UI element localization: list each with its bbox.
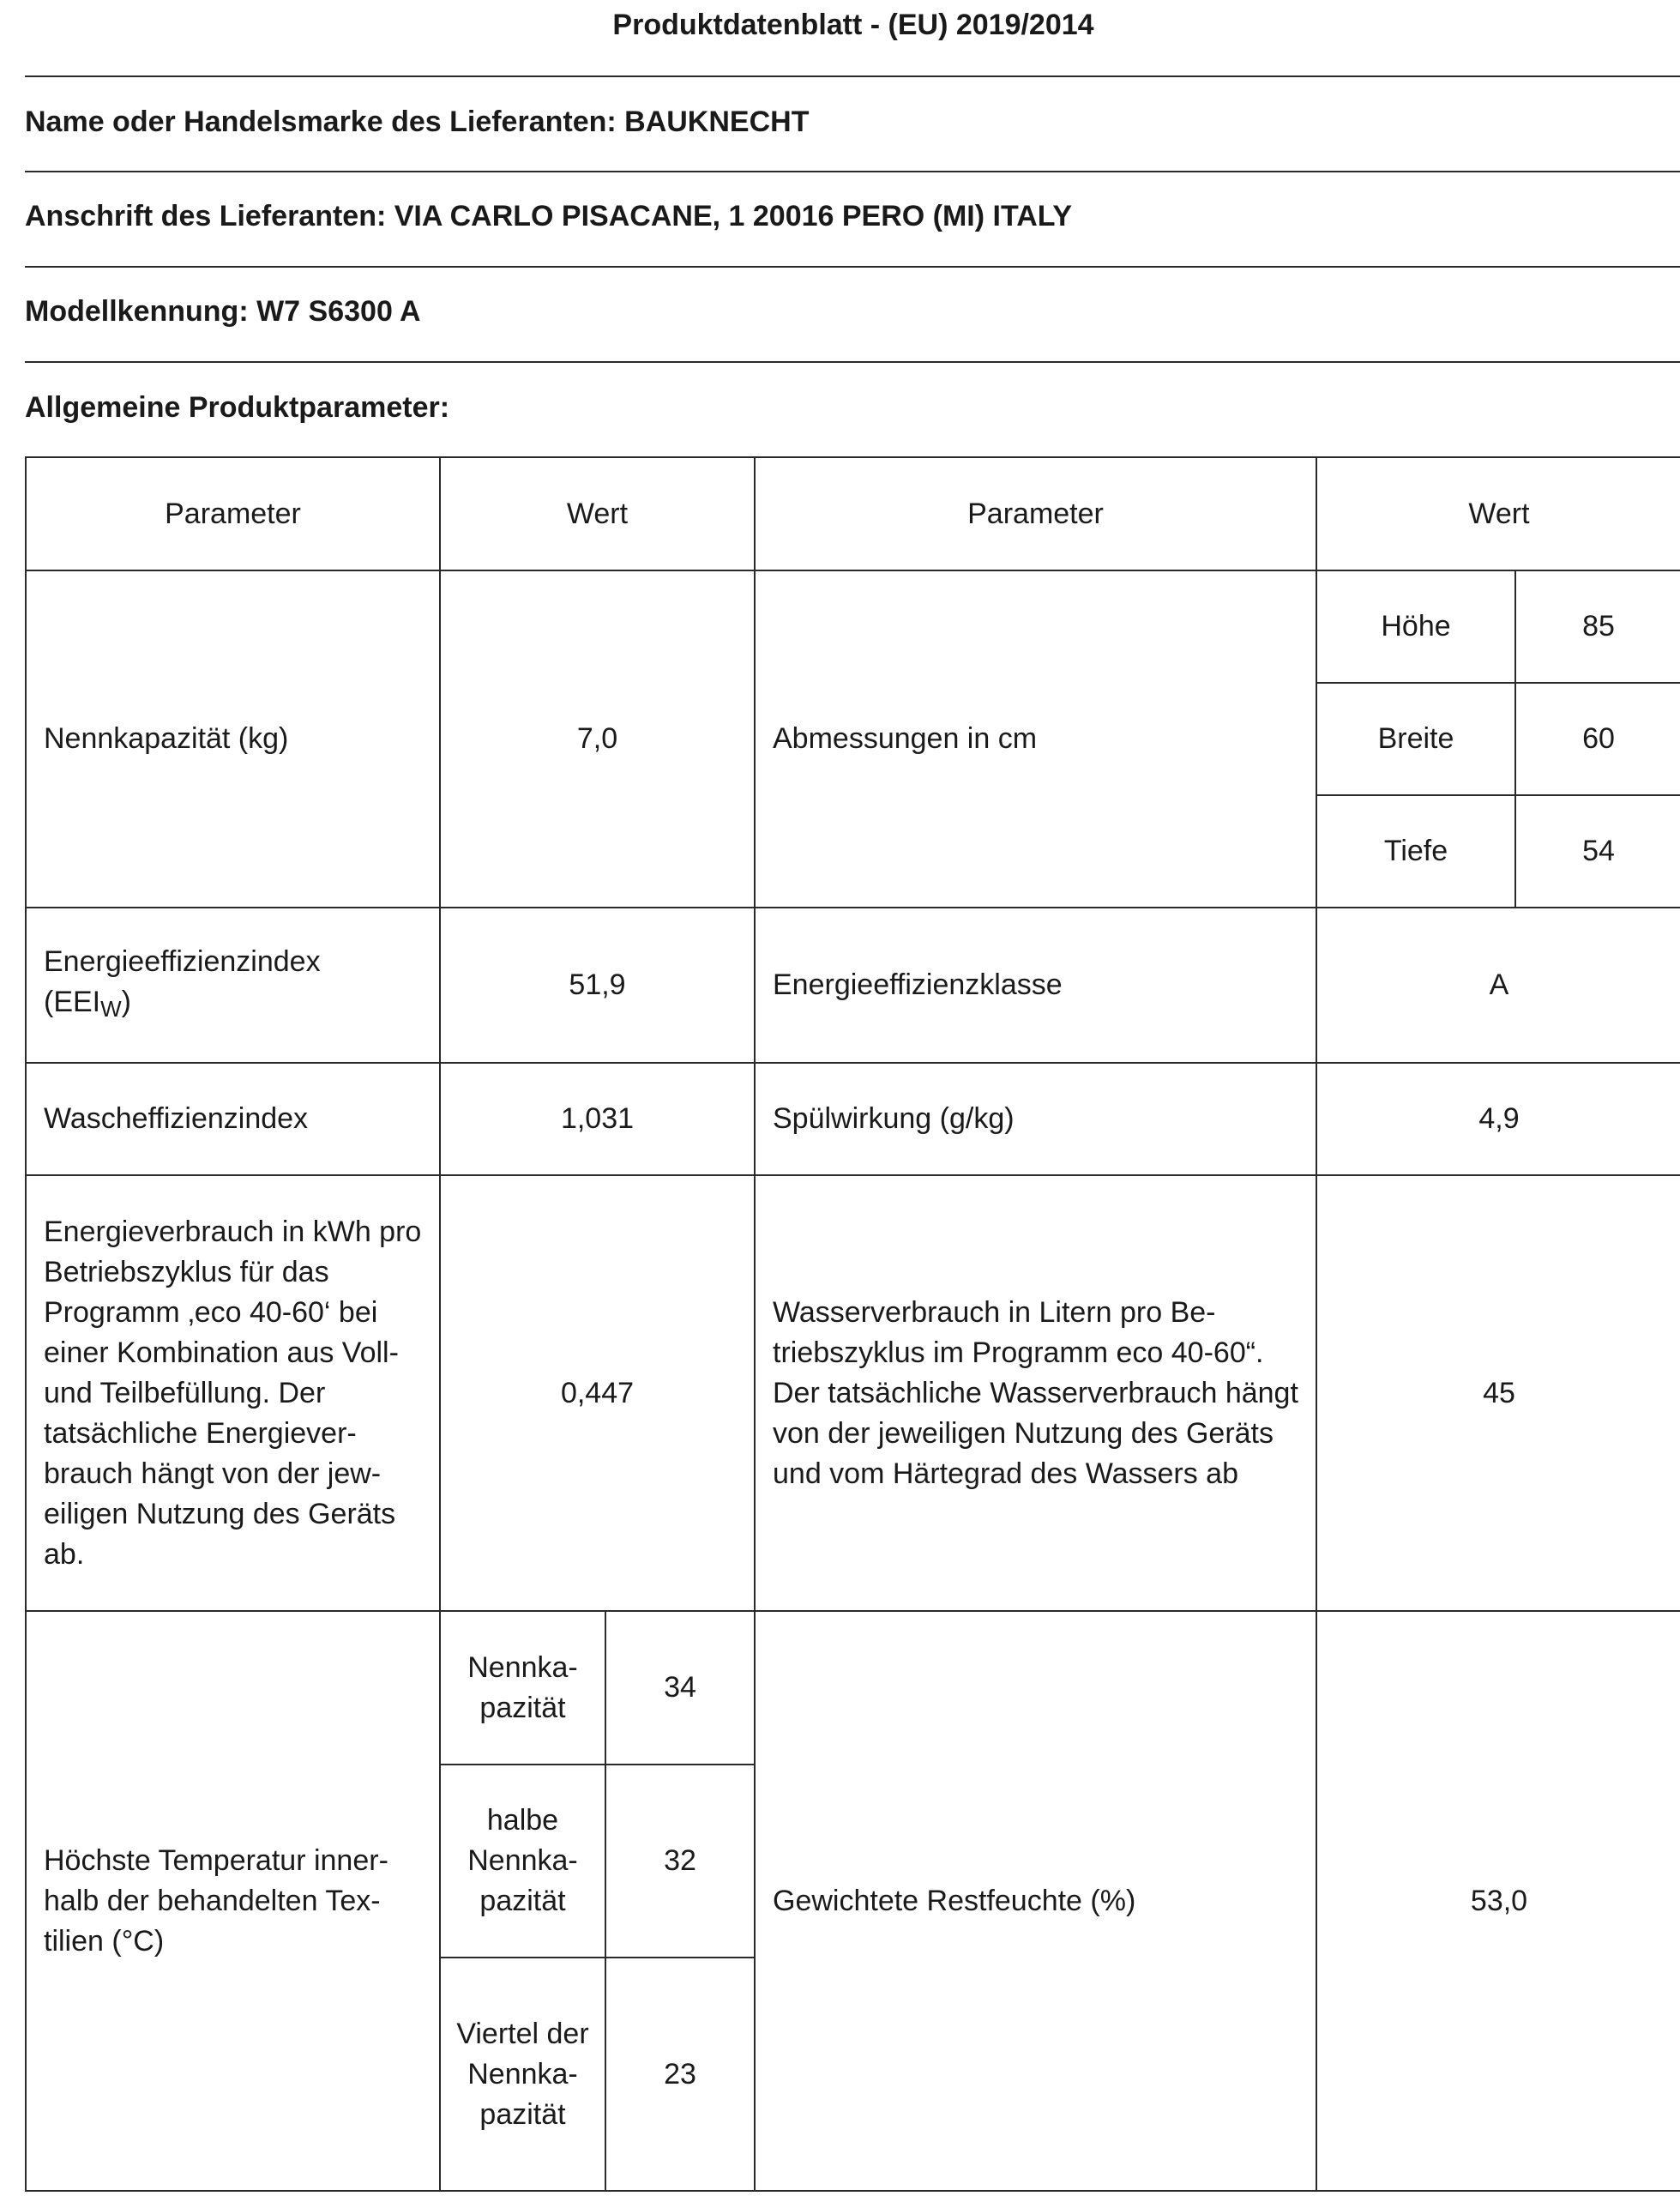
moisture-value: 53,0 <box>1316 1611 1680 2191</box>
height-label: Höhe <box>1316 570 1515 683</box>
capacity-label: Nennkapazität (kg) <box>26 570 440 908</box>
wash-index-label: Wascheffizienzindex <box>26 1063 440 1175</box>
depth-label: Tiefe <box>1316 795 1515 908</box>
header-value: Wert <box>440 457 755 570</box>
energy-class-value: A <box>1316 908 1680 1063</box>
temp-quarter-value: 23 <box>605 1958 755 2191</box>
divider <box>25 266 1680 268</box>
height-value: 85 <box>1515 570 1680 683</box>
supplier-name: Name oder Handelsmarke des Lieferanten: BAUKNECHT <box>25 106 810 138</box>
moisture-label: Gewichtete Restfeuchte (%) <box>755 1611 1316 2191</box>
page-title: Produktdatenblatt - (EU) 2019/2014 <box>612 9 1094 41</box>
header-parameter: Parameter <box>755 457 1316 570</box>
capacity-value: 7,0 <box>440 570 755 908</box>
supplier-address: Anschrift des Lieferanten: VIA CARLO PISACANE, 1 20016 PERO (MI) ITALY <box>25 200 1073 232</box>
model-identifier: Modellkennung: W7 S6300 A <box>25 295 421 328</box>
eei-value: 51,9 <box>440 908 755 1063</box>
energy-consumption-value: 0,447 <box>440 1175 755 1611</box>
rinse-label: Spülwirkung (g/kg) <box>755 1063 1316 1175</box>
water-consumption-value: 45 <box>1316 1175 1680 1611</box>
eei-label: Energieeffizienzindex $(EEI_W)$ <box>26 908 440 1063</box>
header-parameter: Parameter <box>26 457 440 570</box>
depth-value: 54 <box>1515 795 1680 908</box>
temp-half-label: halbe Nennka-pazität <box>440 1765 605 1958</box>
energy-consumption-label: Energieverbrauch in kWh pro Betriebszyklus für das Programm ‚eco 40-60‘ bei einer Kombination aus Voll- und Teilbefüllung. Der tatsächliche Energiever-brauch hängt von der jew-eiligen Nutzung des Geräts ab. <box>26 1175 440 1611</box>
max-temperature-label: Höchste Temperatur inner-halb der behandelten Tex-tilien (°C) <box>26 1611 440 2191</box>
rinse-value: 4,9 <box>1316 1063 1680 1175</box>
temp-full-value: 34 <box>605 1611 755 1765</box>
energy-class-label: Energieeffizienzklasse <box>755 908 1316 1063</box>
divider <box>25 171 1680 172</box>
dimensions-label: Abmessungen in cm <box>755 570 1316 908</box>
wash-index-value: 1,031 <box>440 1063 755 1175</box>
divider <box>25 361 1680 363</box>
temp-half-value: 32 <box>605 1765 755 1958</box>
divider <box>25 75 1680 77</box>
temp-full-label: Nennka-pazität <box>440 1611 605 1765</box>
header-value: Wert <box>1316 457 1680 570</box>
product-parameters-table <box>25 456 1680 2192</box>
width-label: Breite <box>1316 683 1515 795</box>
water-consumption-label: Wasserverbrauch in Litern pro Be-triebszyklus im Programm eco 40-60“. Der tatsächliche Wasserverbrauch hängt von der jeweiligen Nutzung des Geräts und vom Härtegrad des Wassers ab <box>755 1175 1316 1611</box>
section-heading: Allgemeine Produktparameter: <box>25 391 450 424</box>
temp-quarter-label: Viertel der Nennka-pazität <box>440 1958 605 2191</box>
width-value: 60 <box>1515 683 1680 795</box>
